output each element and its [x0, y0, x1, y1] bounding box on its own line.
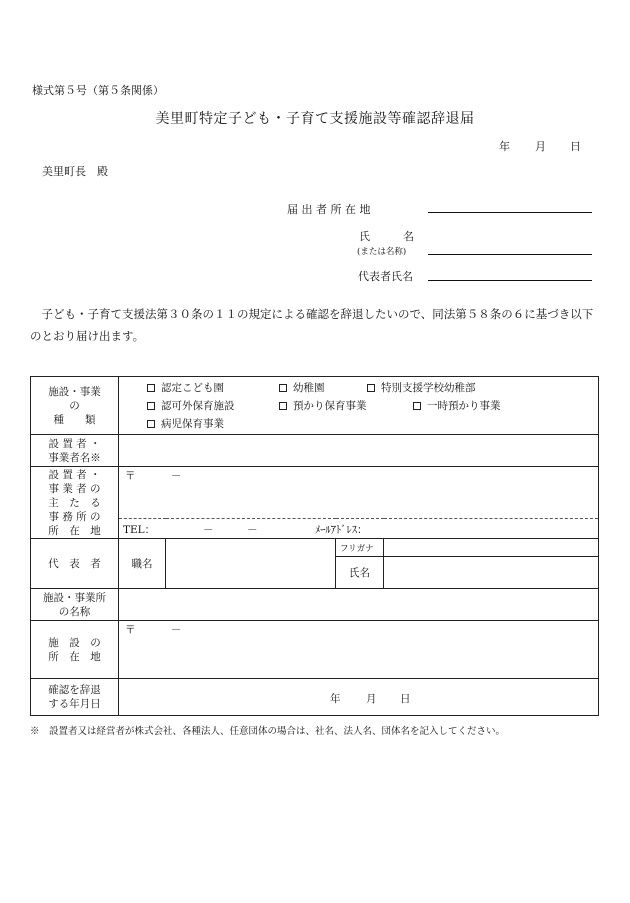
checkbox-label: 預かり保育事業 [293, 400, 367, 412]
facility-type-row [31, 377, 599, 435]
postal-mark: 〒 [125, 470, 136, 482]
facility-address-row [31, 621, 599, 679]
operator-name-row [31, 435, 599, 467]
checkbox-square-icon[interactable] [279, 402, 287, 410]
checkbox-azukari-hoiku[interactable] [279, 398, 399, 413]
header-line: 事 業 者 の [48, 482, 101, 495]
header-line: 種 類 [53, 413, 96, 426]
header-line: 所 在 地 [48, 524, 101, 537]
representative-row [31, 539, 599, 557]
addressee: 美里町長 殿 [42, 165, 108, 178]
body-text: 子ども・子育て支援法第３０条の１１の規定による確認を辞退したいので、同法第５８条の６に基づき以下のとおり届け出ます。 [30, 307, 594, 343]
facility-address-field[interactable] [119, 621, 599, 679]
header-line: 所 在 地 [48, 650, 101, 663]
checkbox-square-icon[interactable] [147, 384, 155, 392]
header-line: 施設・事業 [48, 385, 101, 398]
representative-name-cell-field[interactable] [384, 557, 599, 589]
checkbox-label: 認定こども園 [161, 382, 224, 394]
checkbox-nintei-kodomoen[interactable] [147, 380, 265, 395]
checkbox-byouji-hoiku[interactable] [147, 416, 224, 431]
checkbox-ichiji-azukari[interactable] [413, 398, 501, 413]
withdrawal-year-label: 年 [330, 693, 341, 705]
furigana-field[interactable] [384, 539, 599, 557]
facility-name-field[interactable] [119, 589, 599, 621]
checkbox-label: 特別支援学校幼稚部 [381, 382, 476, 394]
position-field[interactable] [166, 539, 336, 589]
notifier-address-label: 届 出 者 所 在 地 [287, 203, 371, 216]
tel-label: TEL： [123, 524, 156, 536]
facility-name-header [31, 589, 119, 621]
notifier-address-field[interactable] [428, 212, 592, 213]
checkbox-label: 病児保育事業 [161, 418, 224, 430]
furigana-label: フリガナ [336, 539, 384, 557]
form-number: 様式第５号（第５条関係） [32, 84, 164, 97]
representative-header: 代 表 者 [31, 539, 119, 589]
checkbox-label: 幼稚園 [293, 382, 325, 394]
date-year-label: 年 [499, 140, 510, 153]
postal-mark: 〒 [125, 624, 136, 636]
facility-name-row [31, 589, 599, 621]
facility-address-header [31, 621, 119, 679]
header-line: 施設・事業所 [43, 591, 106, 604]
header-line: する年月日 [48, 698, 101, 710]
header-line: 確認を辞退 [48, 684, 101, 696]
page-title: 美里町特定子ども・子育て支援施設等確認辞退届 [155, 111, 475, 127]
withdrawal-month-label: 月 [366, 693, 377, 705]
checkbox-square-icon[interactable] [147, 402, 155, 410]
header-line: の [69, 399, 80, 412]
checkbox-label: 一時預かり事業 [427, 400, 501, 412]
withdrawal-date-header [31, 679, 119, 716]
withdrawal-date-row [31, 679, 599, 716]
facility-type-header [31, 377, 119, 435]
header-line: 設 置 者 ・ [48, 468, 101, 481]
header-line: の名称 [58, 605, 91, 618]
header-line: 事業者名※ [48, 451, 101, 464]
checkbox-ninkagai-hoiku[interactable] [147, 398, 265, 413]
operator-office-row [31, 467, 599, 519]
footnote: ※ 設置者又は経営者が株式会社、各種法人、任意団体の場合は、社名、法人名、団体名を記入してください。 [30, 726, 506, 737]
checkbox-label: 認可外保育施設 [161, 400, 235, 412]
header-line: 主 た る [48, 496, 101, 509]
checkbox-tokubetsu-shien[interactable] [367, 380, 476, 395]
email-label: ﾒｰﾙｱﾄﾞﾚｽ： [315, 524, 368, 536]
representative-name-field[interactable] [428, 280, 592, 281]
date-month-label: 月 [535, 140, 546, 153]
operator-office-header [31, 467, 119, 539]
operator-office-address-field[interactable] [119, 467, 599, 519]
checkbox-square-icon[interactable] [279, 384, 287, 392]
notifier-name-sublabel: (または名称) [357, 247, 407, 257]
checkbox-square-icon[interactable] [413, 402, 421, 410]
postal-dash: － [170, 470, 182, 482]
checkbox-youchien[interactable] [279, 380, 353, 395]
representative-name-label: 代表者氏名 [358, 270, 413, 283]
date-day-label: 日 [570, 140, 581, 153]
notifier-name-field[interactable] [428, 254, 592, 255]
operator-name-header [31, 435, 119, 467]
operator-name-field[interactable] [119, 435, 599, 467]
withdrawal-form-table [30, 376, 599, 716]
position-label: 職名 [119, 539, 166, 589]
postal-dash: － [170, 624, 182, 636]
tel-dash: － [203, 524, 214, 536]
operator-contact-field[interactable] [119, 519, 599, 539]
checkbox-square-icon[interactable] [147, 420, 155, 428]
representative-name-cell-label: 氏名 [336, 557, 384, 589]
checkbox-square-icon[interactable] [367, 384, 375, 392]
facility-type-options [119, 377, 599, 435]
header-line: 施 設 の [48, 636, 101, 649]
notifier-name-label: 氏 名 [359, 230, 414, 243]
withdrawal-date-field[interactable] [119, 679, 599, 716]
tel-dash: － [247, 524, 258, 536]
header-line: 設 置 者 ・ [48, 437, 101, 450]
withdrawal-day-label: 日 [400, 693, 411, 705]
header-line: 事 務 所 の [48, 510, 101, 523]
